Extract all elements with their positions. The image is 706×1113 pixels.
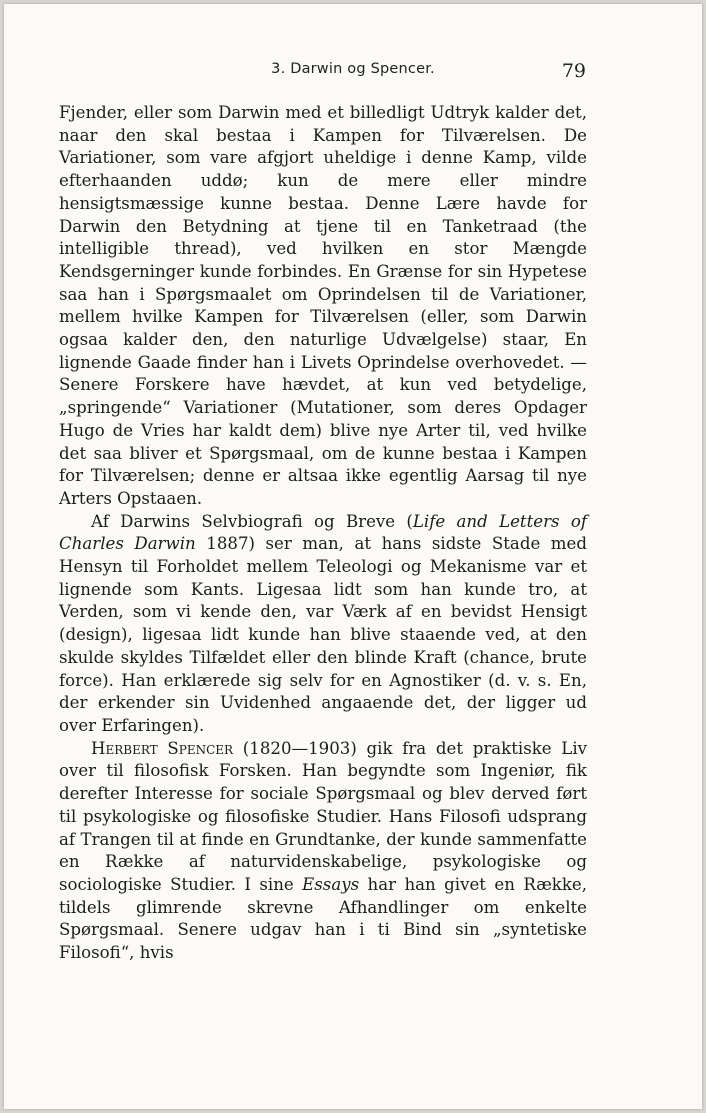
paragraph-1: Fjender, eller som Darwin med et billedligt Udtryk kalder det, naar den skal bestaa i Kampen for Tilværelsen. De Variationer, som vare afgjort uheldige i denne Kamp, vilde efterhaanden uddø; kun de mere eller mindre hensigtsmæssige kunne bestaa. Denne Lære havde for Darwin den Betydning at tjene til en Tanketraad (the intelligible thread), ved hvilken en stor Mængde Kendsgerninger kunde forbindes. En Grænse for sin Hypetese saa han i Spørgsmaalet om Oprindelsen til de Variationer, mellem hvilke Kampen for Tilværelsen (eller, som Darwin ogsaa kalder den, den naturlige Udvælgelse) staar, En lignende Gaade finder han i Livets Oprindelse overhovedet. — Senere Forskere have hævdet, at kun ved betydelige, „springende“ Variationer (Mutationer, som deres Opdager Hugo de Vries har kaldt dem) blive nye Arter til, ved hvilke det saa bliver et Spørgsmaal, om de kunne bestaa i Kampen for Tilværelsen; denne er altsaa ikke egentlig Aarsag til nye Arters Opstaaen. <box>59 103 587 508</box>
person-name-herbert-spencer: Herbert Spencer <box>91 738 234 758</box>
paragraph-3-text-end: har han givet en Række, tildels glimrende skrevne Afhandlinger om enkelte Spørgsmaal. Senere udgav han i ti Bind sin „syntetiske Filosofi“, hvis <box>59 874 587 963</box>
paragraph-3-text-start: (1820—1903) gik fra det praktiske Liv over til filosofisk Forsken. Han begyndte som Ingeniør, fik derefter Interesse for sociale Spørgsmaal og blev derved ført til psykologiske og filosofiske Studier. Hans Filosofi udsprang af Trangen til at finde en Grundtanke, der kunde sammenfatte en Række af naturvidenskabelige, psykologiske og sociologiske Studier. I sine <box>59 738 588 894</box>
running-head: 3. Darwin og Spencer. <box>271 61 435 77</box>
paragraph-2-text-start: Af Darwins Selvbiografi og Breve ( <box>91 511 413 531</box>
paragraph-2 <box>59 511 587 738</box>
paragraph-2-text-end: 1887) ser man, at hans sidste Stade med Hensyn til Forholdet mellem Teleologi og Mekanisme var et lignende som Kants. Ligesaa lidt som han kunde tro, at Verden, som vi kende den, var Værk af en bevidst Hensigt (design), ligesaa lidt kunde han blive staaende ved, at den skulde skyldes Tilfældet eller den blinde Kraft (chance, brute force). Han erklærede sig selv for en Agnostiker (d. v. s. En, der erkender sin Uvidenhed angaaende det, der ligger ud over Erfaringen). <box>59 534 587 735</box>
book-title-essays: Essays <box>302 874 360 894</box>
body-text <box>59 102 587 965</box>
book-page <box>4 4 702 1109</box>
book-title-life-and-letters: Life and Letters of Charles Darwin <box>59 511 587 554</box>
page-number: 79 <box>561 60 586 82</box>
paragraph-3 <box>59 738 587 965</box>
